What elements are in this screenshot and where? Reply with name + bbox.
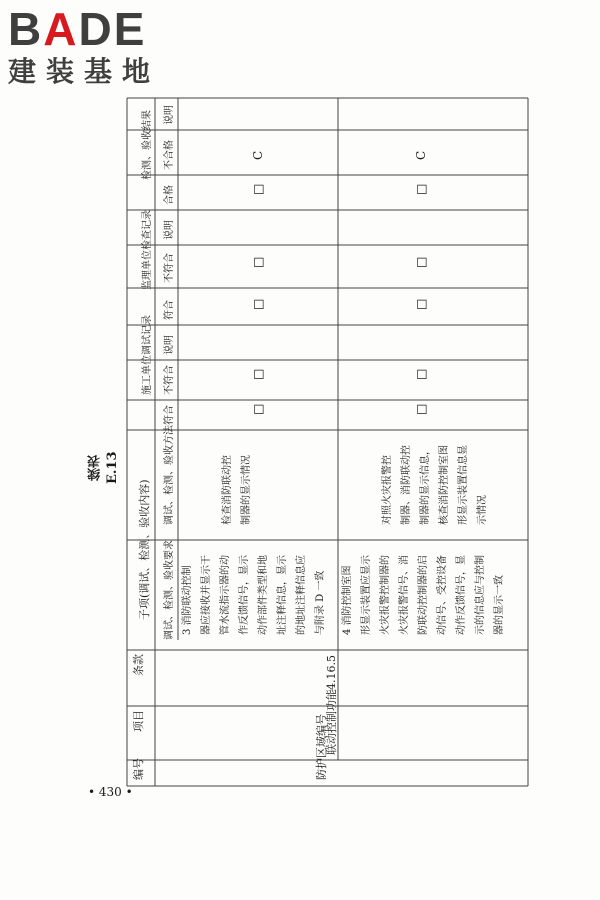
row-0-method-line-1: 制器的显示情况	[241, 455, 252, 525]
row-1-requirement-line-0: 4 消防控制室图	[342, 565, 353, 635]
table-caption: 续表 E.13	[88, 451, 120, 485]
row-0-checkbox-3: □	[251, 256, 265, 268]
row-0-requirement-line-3: 作反馈信号，显示	[239, 555, 250, 635]
item-name: 联动控制功能	[325, 689, 338, 755]
row-0-requirement-line-6: 的地址注释信息应	[296, 555, 307, 635]
hdr-i-qualified: 合格	[164, 185, 175, 205]
zone-number-label: 防护区域编号	[315, 714, 328, 780]
row-1-method-line-0: 对照火灾报警控	[382, 455, 393, 525]
header-inspection: 检测、验收结果	[142, 110, 153, 180]
row-0-requirement-line-2: 管水流指示器的动	[220, 555, 231, 635]
header-method: 调试、检测、验收方法	[164, 425, 175, 525]
row-0-requirement-line-1: 器应接收并显示干	[201, 555, 212, 635]
row-0-checkbox-qualified: □	[251, 183, 265, 195]
header-item: 项目	[132, 710, 145, 732]
row-1-method-line-5: 示情况	[477, 495, 488, 525]
row-1-method-line-2: 制器的显示信息，	[420, 445, 431, 525]
header-clause: 条款	[132, 654, 145, 676]
row-1-checkbox-1: □	[414, 368, 428, 380]
row-1-checkbox-qualified: □	[414, 183, 428, 195]
header-subitem: 子项(调试、检测、验收内容)	[138, 479, 151, 620]
row-1-requirement-line-1: 形显示装置应显示	[361, 555, 372, 635]
header-requirement: 调试、检测、验收要求	[164, 540, 175, 640]
row-0-result: C	[251, 150, 265, 160]
row-1-requirement-line-6: 动作反馈信号，显	[456, 555, 467, 635]
hdr-i-note: 说明	[164, 105, 175, 125]
row-1-requirement-line-8: 器的显示一致	[494, 575, 505, 635]
header-construction: 施工单位调试记录	[142, 315, 153, 395]
row-1-checkbox-3: □	[414, 256, 428, 268]
clause-number: 4.16.5	[325, 655, 338, 690]
page-number: • 430 •	[88, 785, 133, 799]
row-1-method-line-4: 形显示装置信息显	[458, 445, 469, 525]
hdr-i-unqualified: 不合格	[164, 140, 175, 170]
header-supervision: 监理单位检查记录	[142, 210, 153, 290]
hdr-s-note: 说明	[164, 220, 175, 240]
row-1-requirement-line-2: 火灾报警控制器的	[380, 555, 391, 635]
table-cells	[131, 105, 505, 780]
row-1-requirement-line-4: 防联动控制器的启	[418, 555, 429, 635]
hdr-c-nonconform: 不符合	[164, 365, 175, 395]
row-0-requirement-line-0: 3 消防联动控制	[182, 565, 193, 635]
row-0-requirement-line-7: 与附录 D 一致	[315, 570, 326, 635]
logo-subtitle: 建装基地	[8, 55, 161, 88]
row-1-requirement-line-5: 动信号、受控设备	[437, 555, 448, 635]
row-1-requirement-line-3: 火灾报警信号、消	[399, 555, 410, 635]
row-1-result: C	[414, 150, 428, 160]
row-1-method-line-1: 制器、消防联动控	[401, 445, 412, 525]
hdr-c-conform: 符合	[164, 405, 175, 425]
hdr-c-note: 说明	[164, 335, 175, 355]
row-0-checkbox-1: □	[251, 368, 265, 380]
row-0-checkbox-2: □	[251, 298, 265, 310]
row-0-requirement-line-4: 动作部件类型和地	[258, 555, 269, 635]
row-1-checkbox-2: □	[414, 298, 428, 310]
row-0-checkbox-0: □	[251, 403, 265, 415]
header-no: 编号	[132, 758, 145, 780]
row-1-method-line-3: 核查消防控制室图	[439, 445, 450, 525]
row-1-checkbox-0: □	[414, 403, 428, 415]
row-0-requirement-line-5: 址注释信息，显示	[277, 555, 288, 635]
hdr-s-conform: 符合	[164, 300, 175, 320]
row-0-method-line-0: 检查消防联动控	[222, 455, 233, 525]
hdr-s-nonconform: 不符合	[164, 253, 175, 283]
row-1-requirement-line-7: 示的信息应与控制	[475, 555, 486, 635]
logo-wordmark: BADE	[8, 3, 147, 55]
